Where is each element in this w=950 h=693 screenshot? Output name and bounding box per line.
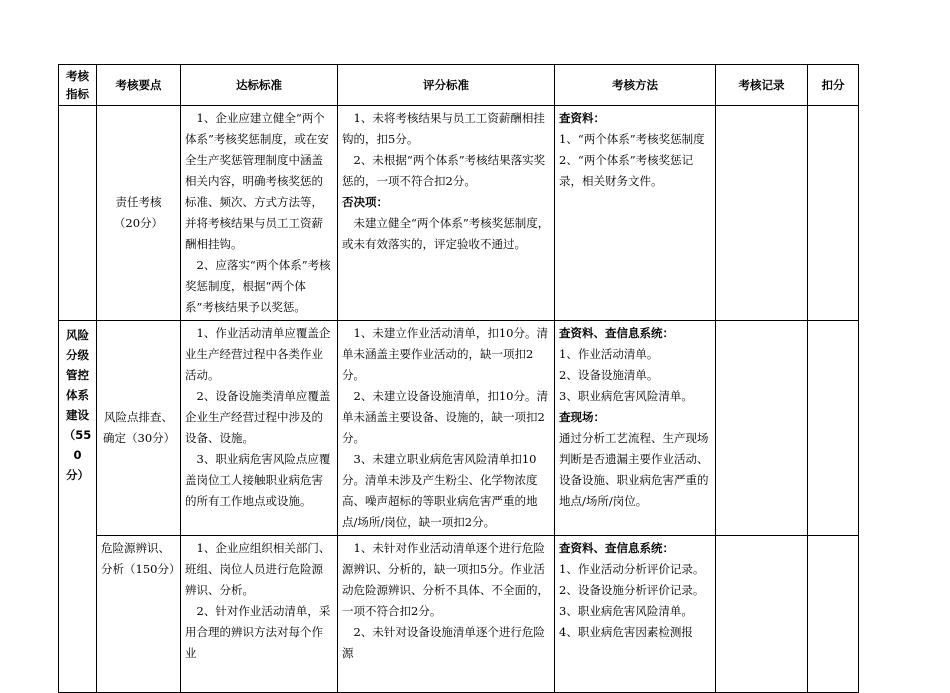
table-row (59, 536, 859, 693)
standard-cell (181, 536, 338, 693)
standard-item: 1、作业活动清单应覆盖企业生产经营过程中各类作业活动。 (185, 326, 331, 382)
veto-text: 未建立健全“两个体系”考核奖惩制度，或未有效落实的，评定验收不通过。 (342, 216, 550, 251)
scoring-item: 1、未将考核结果与员工工资薪酬相挂钩的，扣5分。 (342, 111, 545, 146)
standard-item: 2、设备设施类清单应覆盖企业生产经营过程中涉及的设备、设施。 (185, 389, 331, 445)
standard-cell (181, 321, 338, 536)
method-cell (555, 321, 716, 536)
key-point-cell: 危险源辨识、分析（150分） (97, 536, 181, 693)
assessment-table (58, 64, 859, 693)
scoring-item: 2、未针对设备设施清单逐个进行危险源 (342, 625, 545, 660)
record-cell (716, 321, 808, 536)
header-method: 考核方法 (555, 65, 716, 106)
scoring-item: 2、未根据“两个体系”考核结果落实奖惩的，一项不符合扣2分。 (342, 153, 546, 188)
key-point-cell: 风险点排查、确定（30分） (97, 321, 181, 536)
scoring-item: 3、未建立职业病危害风险清单扣10分。清单未涉及产生粉尘、化学物浓度高、噪声超标的等职业病危害严重的地点/场所/岗位，缺一项扣2分。 (342, 452, 538, 529)
standard-cell (181, 106, 338, 321)
method-item: 2、设备设施清单。 (559, 368, 659, 382)
deduct-cell (808, 536, 859, 693)
scoring-cell (338, 536, 555, 693)
category-cell: 风险 分级 管控 体系 建设 （550 分） (59, 321, 97, 693)
method-site-text: 通过分析工艺流程、生产现场判断是否遗漏主要作业活动、设备设施、职业病危害严重的地点/场所/岗位。 (559, 431, 709, 508)
record-cell (716, 106, 808, 321)
standard-item: 2、针对作业活动清单，采用合理的辨识方法对每个作业 (185, 604, 331, 660)
method-item: 1、“两个体系”考核奖惩制度 (559, 132, 705, 146)
table-row (59, 106, 859, 321)
method-title: 查资料： (559, 111, 605, 125)
header-indicator: 考核 指标 (59, 65, 97, 106)
method-item: 2、设备设施分析评价记录。 (559, 583, 705, 597)
method-item: 4、职业病危害因素检测报 (559, 625, 693, 639)
method-item: 1、作业活动清单。 (559, 347, 659, 361)
record-cell (716, 536, 808, 693)
scoring-item: 2、未建立设备设施清单，扣10分。清单未涵盖主要设备、设施的，缺一项扣2分。 (342, 389, 548, 445)
standard-item: 2、应落实“两个体系”考核奖惩制度，根据“两个体系”考核结果予以奖惩。 (185, 258, 331, 314)
standard-item: 1、企业应建立健全“两个体系”考核奖惩制度，或在安全生产奖惩管理制度中涵盖相关内容，明确考核奖惩的标准、频次、方式方法等，并将考核结果与员工工资薪酬相挂钩。 (185, 111, 329, 251)
key-point-cell: 责任考核 （20分） (97, 106, 181, 321)
method-cell (555, 106, 716, 321)
scoring-cell (338, 106, 555, 321)
method-title: 查资料、查信息系统： (559, 326, 674, 340)
method-title-site: 查现场： (559, 410, 605, 424)
header-key-points: 考核要点 (97, 65, 181, 106)
method-title: 查资料、查信息系统： (559, 541, 674, 555)
deduct-cell (808, 106, 859, 321)
method-item: 3、职业病危害风险清单。 (559, 389, 693, 403)
method-item: 1、作业活动分析评价记录。 (559, 562, 705, 576)
category-cell-empty (59, 106, 97, 321)
standard-item: 1、企业应组织相关部门、班组、岗位人员进行危险源辨识、分析。 (185, 541, 331, 597)
method-item: 3、职业病危害风险清单。 (559, 604, 693, 618)
header-scoring: 评分标准 (338, 65, 555, 106)
standard-item: 3、职业病危害风险点应覆盖岗位工人接触职业病危害的所有工作地点或设施。 (185, 452, 331, 508)
scoring-cell (338, 321, 555, 536)
header-standard: 达标标准 (181, 65, 338, 106)
method-cell (555, 536, 716, 693)
scoring-item: 1、未建立作业活动清单，扣10分。清单未涵盖主要作业活动的，缺一项扣2分。 (342, 326, 548, 382)
veto-title: 否决项： (342, 195, 388, 209)
header-record: 考核记录 (716, 65, 808, 106)
table-row (59, 321, 859, 536)
header-deduct: 扣分 (808, 65, 859, 106)
scoring-item: 1、未针对作业活动清单逐个进行危险源辨识、分析的，缺一项扣5分。作业活动危险源辨识、分析不具体、不全面的，一项不符合扣2分。 (342, 541, 549, 618)
method-item: 2、“两个体系”考核奖惩记录，相关财务文件。 (559, 153, 694, 188)
deduct-cell (808, 321, 859, 536)
header-row (59, 65, 859, 106)
